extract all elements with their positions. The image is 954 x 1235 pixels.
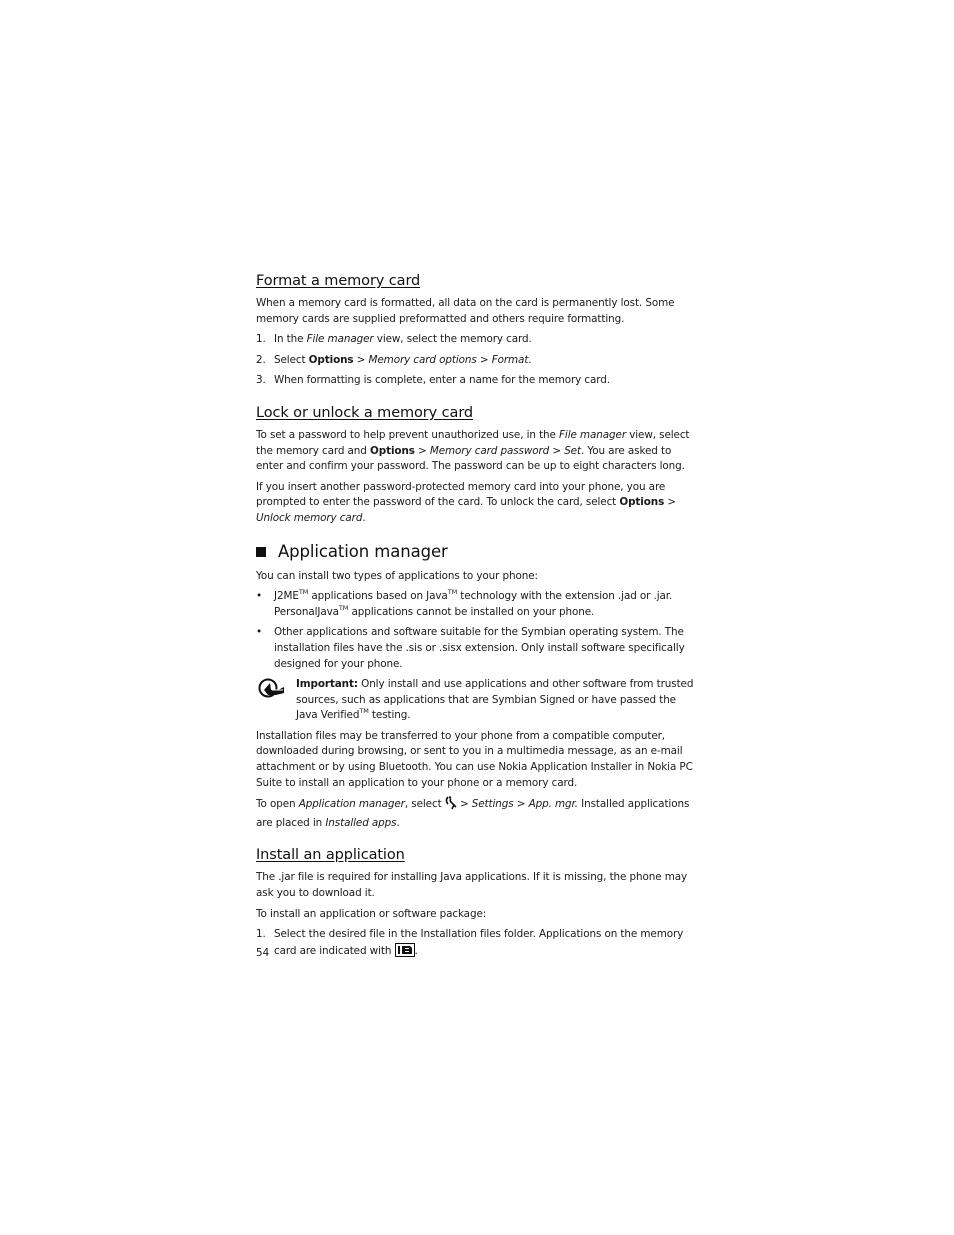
- section-square-icon: [256, 547, 266, 557]
- list-item: 3. When formatting is complete, enter a name for the memory card.: [256, 374, 610, 387]
- lock-paragraph-2: If you insert another password-protected memory card into your phone, you are prompted to enter the password of the card. To unlock the card, select Options > Unlock memory card.: [256, 480, 676, 524]
- install-heading: Install an application: [256, 847, 405, 864]
- page-number: 54: [256, 947, 270, 959]
- appmgr-heading: Application manager: [256, 541, 698, 563]
- format-steps: [256, 332, 698, 389]
- install-paragraph-1: The .jar file is required for installing Java applications. If it is missing, the phone may ask you to download it.: [256, 871, 688, 900]
- list-item: • Other applications and software suitable for the Symbian operating system. The installation files have the .sis or .sisx extension. Only install software specifically designed for your phone.: [256, 626, 685, 670]
- format-heading: Format a memory card: [256, 273, 421, 289]
- important-hand-icon: [256, 677, 296, 724]
- open-appmgr-paragraph: To open Application manager, select > Settings > App. mgr. Installed applications are placed in Installed apps.: [256, 798, 690, 829]
- lock-paragraph-1: To set a password to help prevent unauthorized use, in the File manager view, select the memory card and Options > Memory card password > Set. You are asked to enter and confirm your password. The password can be up to eight characters long.: [256, 428, 690, 473]
- format-intro: When a memory card is formatted, all data on the card is permanently lost. Some memory cards are supplied preformatted and others require formatting.: [256, 297, 675, 325]
- lock-heading: Lock or unlock a memory card: [256, 404, 474, 421]
- memory-card-icon: [395, 943, 415, 963]
- appmgr-intro: You can install two types of applications to your phone:: [256, 569, 538, 582]
- install-steps: [256, 927, 698, 962]
- list-item: 1. In the File manager view, select the memory card.: [256, 333, 532, 346]
- list-item: 2. Select Options > Memory card options > Format.: [256, 353, 532, 366]
- appmgr-types-list: [256, 589, 698, 672]
- install-sources-paragraph: Installation files may be transferred to your phone from a compatible computer, downloaded during browsing, or sent to you in a multimedia message, as an e-mail attachment or by using Bluetooth. You can use Nokia Application Installer in Nokia PC Suite to install an application to your phone or a memory card.: [256, 729, 693, 789]
- install-paragraph-2: To install an application or software package:: [256, 907, 487, 920]
- page-content: [256, 271, 698, 967]
- menu-key-icon: [445, 796, 457, 816]
- list-item: • J2ME™ applications based on Java™ technology with the extension .jad or .jar. PersonalJava™ applications cannot be installed on your phone.: [256, 588, 673, 618]
- important-note: Important: Only install and use applications and other software from trusted sources, such as applications that are Symbian Signed or have passed the Java Verified™ testing.: [256, 677, 698, 724]
- list-item: 1. Select the desired file in the Installation files folder. Applications on the memory card are indicated with .: [256, 927, 698, 962]
